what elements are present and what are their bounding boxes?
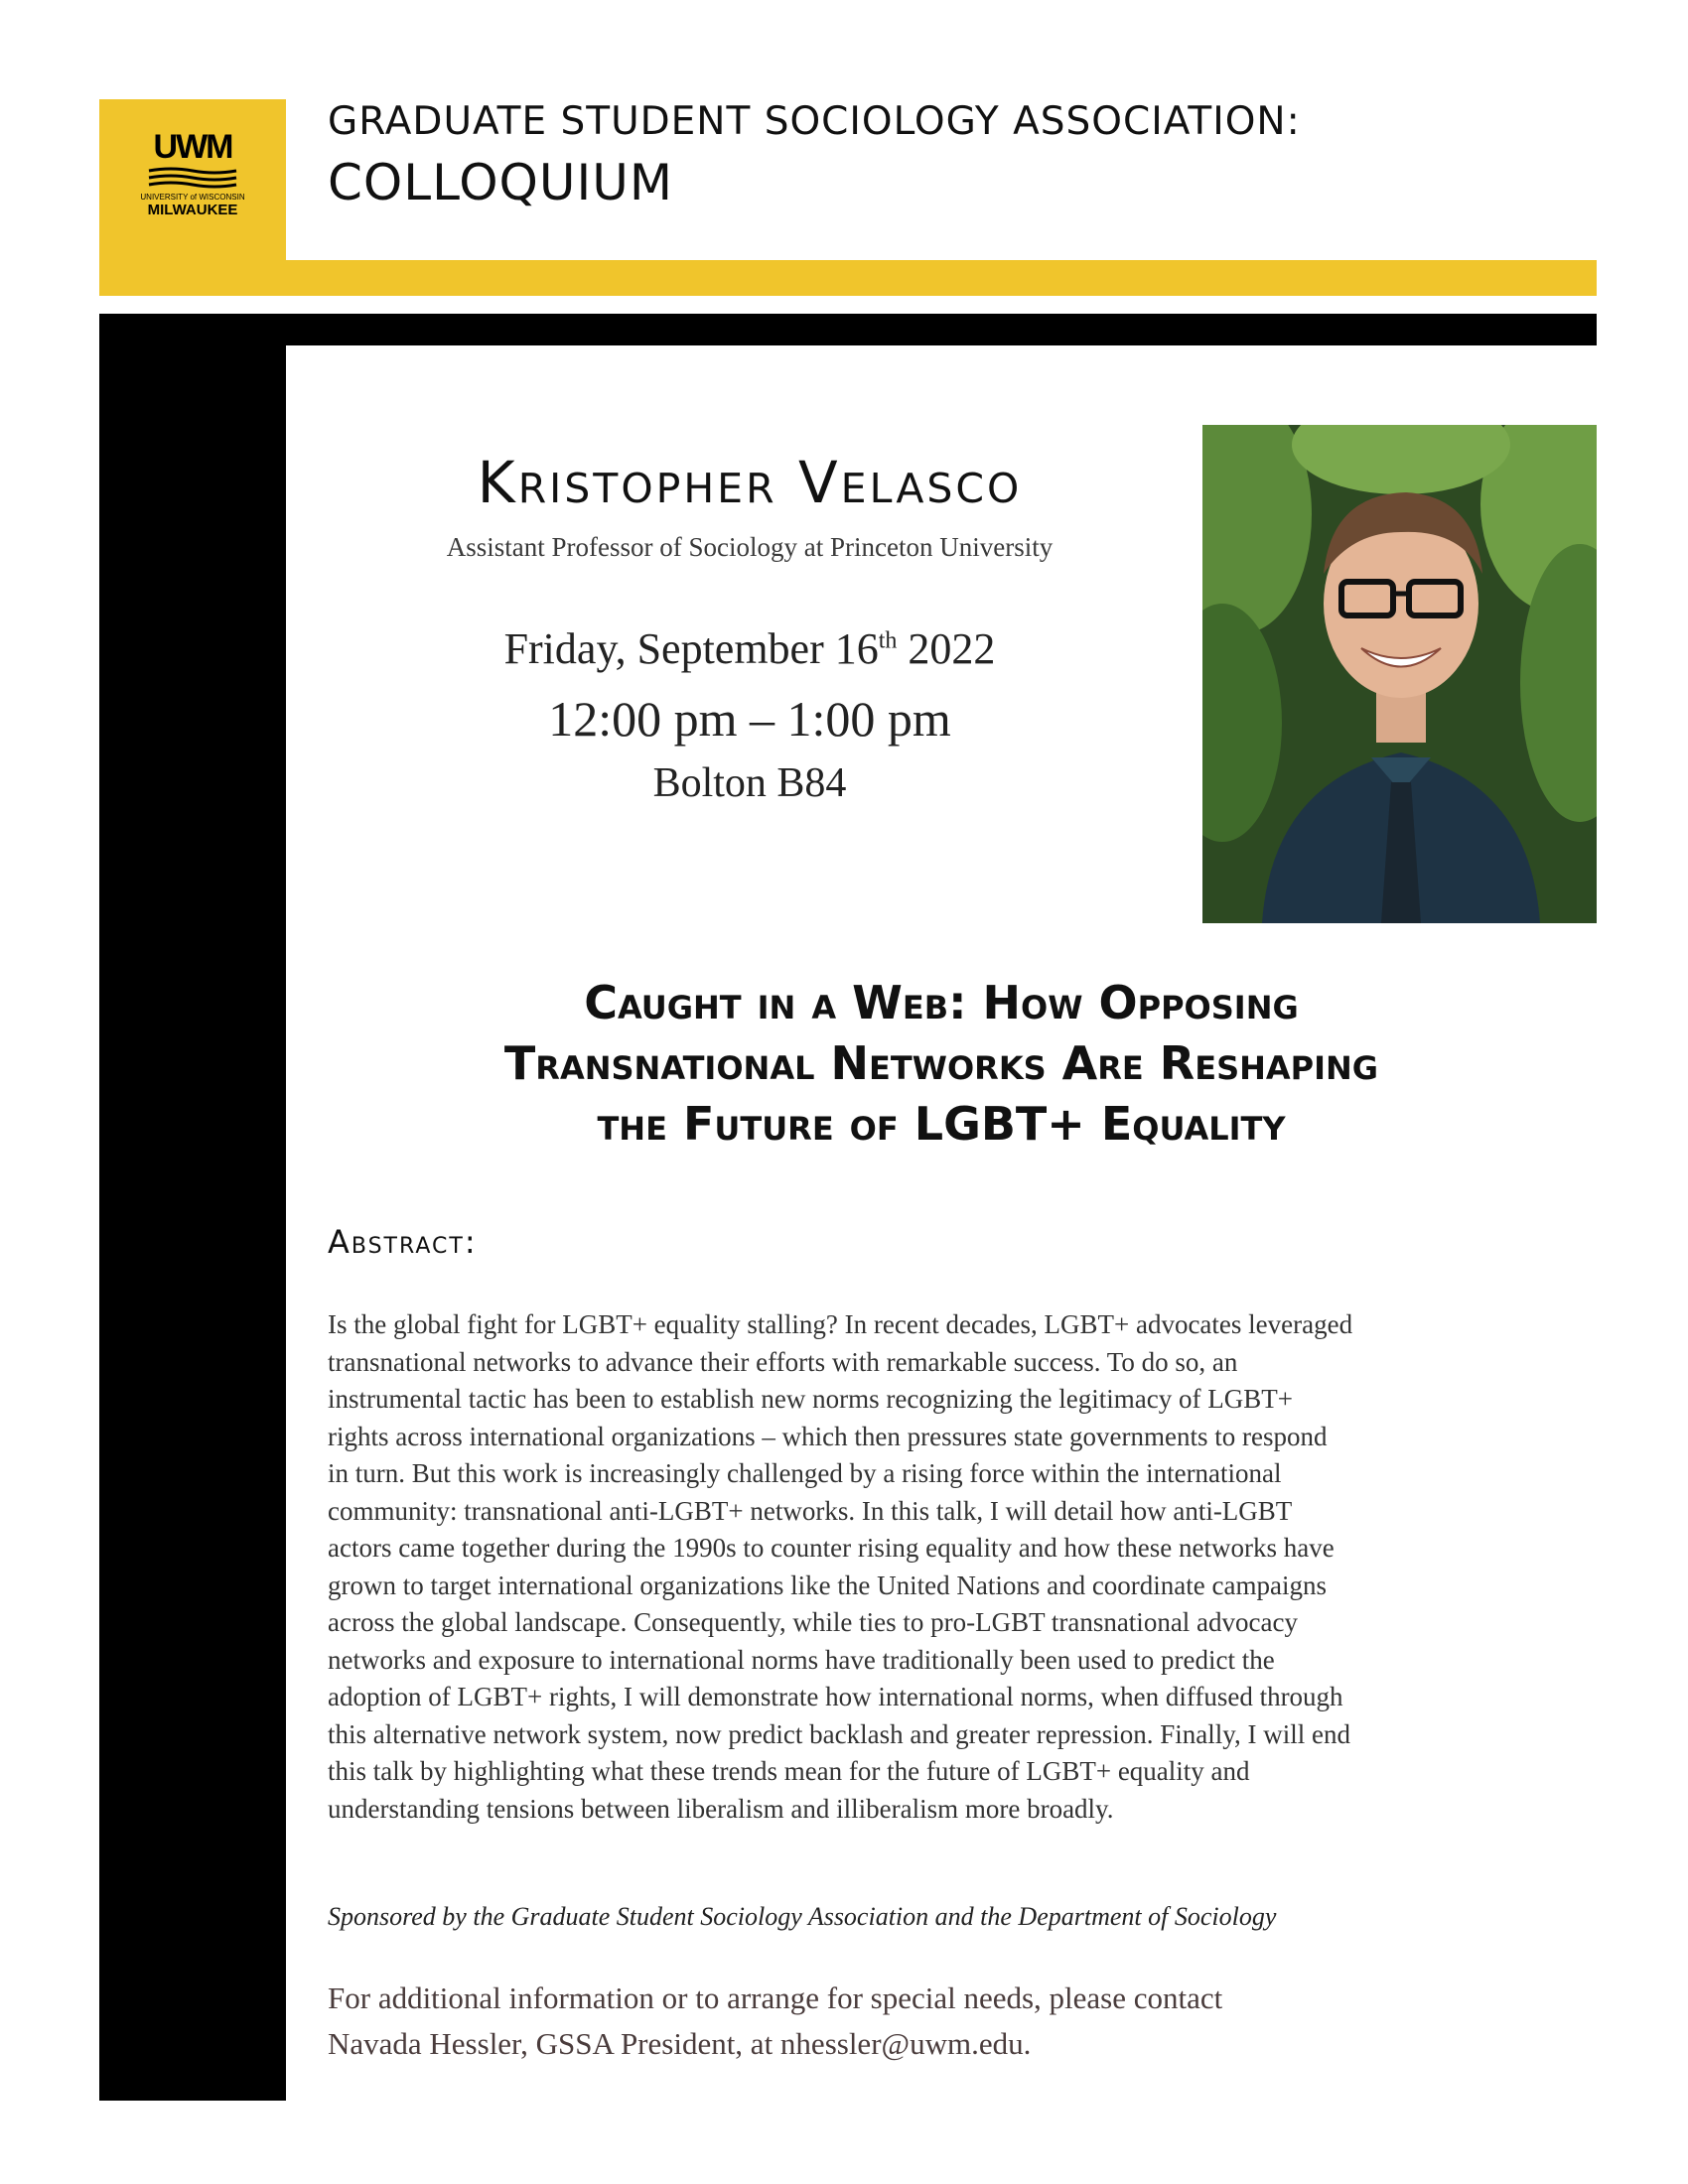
black-top-bar bbox=[99, 314, 1597, 345]
event-date bbox=[328, 623, 1172, 674]
abstract-line: networks and exposure to international norms have traditionally been used to predict the bbox=[328, 1644, 1275, 1675]
sponsor-note: Sponsored by the Graduate Student Sociology Association and the Department of Sociology bbox=[328, 1902, 1277, 1931]
contact-line: For additional information or to arrange for special needs, please contact bbox=[328, 1980, 1223, 2015]
event-date-ordinal: th bbox=[878, 627, 898, 654]
talk-title-line: Caught in a Web: How Opposing bbox=[584, 976, 1299, 1029]
talk-title-line: Transnational Networks Are Reshaping bbox=[503, 1036, 1379, 1090]
talk-title bbox=[286, 973, 1597, 1155]
abstract-line: grown to target international organizations like the United Nations and coordinate campaigns bbox=[328, 1570, 1327, 1600]
abstract-line: in turn. But this work is increasingly challenged by a rising force within the international bbox=[328, 1458, 1282, 1488]
speaker-portrait-icon bbox=[1202, 425, 1597, 923]
abstract-line: across the global landscape. Consequently, while ties to pro-LGBT transnational advocacy bbox=[328, 1607, 1298, 1637]
abstract-line: rights across international organizations – which then pressures state governments to respond bbox=[328, 1421, 1328, 1451]
black-side-bar bbox=[99, 314, 286, 2101]
abstract-heading: Abstract: bbox=[328, 1223, 478, 1261]
speaker-title: Assistant Professor of Sociology at Princeton University bbox=[446, 532, 1054, 562]
colloquium-heading: COLLOQUIUM bbox=[328, 154, 673, 211]
abstract-line: community: transnational anti-LGBT+ networks. In this talk, I will detail how anti-LGBT bbox=[328, 1495, 1293, 1526]
abstract-line: adoption of LGBT+ rights, I will demonstrate how international norms, when diffused through bbox=[328, 1682, 1343, 1711]
logo-milwaukee-line: MILWAUKEE bbox=[147, 202, 238, 218]
abstract-line: this talk by highlighting what these trends mean for the future of LGBT+ equality and bbox=[328, 1756, 1250, 1786]
speaker-photo bbox=[1202, 425, 1597, 923]
event-date-year: 2022 bbox=[897, 624, 996, 673]
abstract-body bbox=[328, 1306, 1579, 1828]
abstract-line: instrumental tactic has been to establish new norms recognizing the legitimacy of LGBT+ bbox=[328, 1384, 1293, 1414]
talk-title-line: the Future of LGBT+ Equality bbox=[597, 1097, 1286, 1151]
contact-info bbox=[328, 1976, 1222, 2067]
uwm-logo bbox=[139, 129, 246, 228]
abstract-line: actors came together during the 1990s to counter rising equality and how these networks have bbox=[328, 1533, 1335, 1563]
logo-university-line: UNIVERSITY of WISCONSIN bbox=[140, 193, 245, 202]
event-time: 12:00 pm – 1:00 pm bbox=[548, 691, 951, 747]
yellow-divider bbox=[286, 260, 1597, 296]
event-date-main: Friday, September 16 bbox=[503, 624, 879, 673]
association-heading: GRADUATE STUDENT SOCIOLOGY ASSOCIATION: bbox=[328, 99, 1301, 144]
abstract-line: transnational networks to advance their efforts with remarkable success. To do so, an bbox=[328, 1346, 1238, 1377]
abstract-line: understanding tensions between liberalism and illiberalism more broadly. bbox=[328, 1793, 1114, 1824]
event-location: Bolton B84 bbox=[652, 760, 847, 806]
abstract-line: Is the global fight for LGBT+ equality stalling? In recent decades, LGBT+ advocates leveraged bbox=[328, 1309, 1353, 1339]
speaker-name: Kristopher Velasco bbox=[477, 449, 1023, 516]
contact-line: Navada Hessler, GSSA President, at nhessler@uwm.edu. bbox=[328, 2026, 1032, 2061]
abstract-line: this alternative network system, now predict backlash and greater repression. Finally, I will end bbox=[328, 1718, 1350, 1749]
wave-lines-icon bbox=[143, 167, 242, 189]
logo-wordmark: UWM bbox=[153, 128, 232, 166]
